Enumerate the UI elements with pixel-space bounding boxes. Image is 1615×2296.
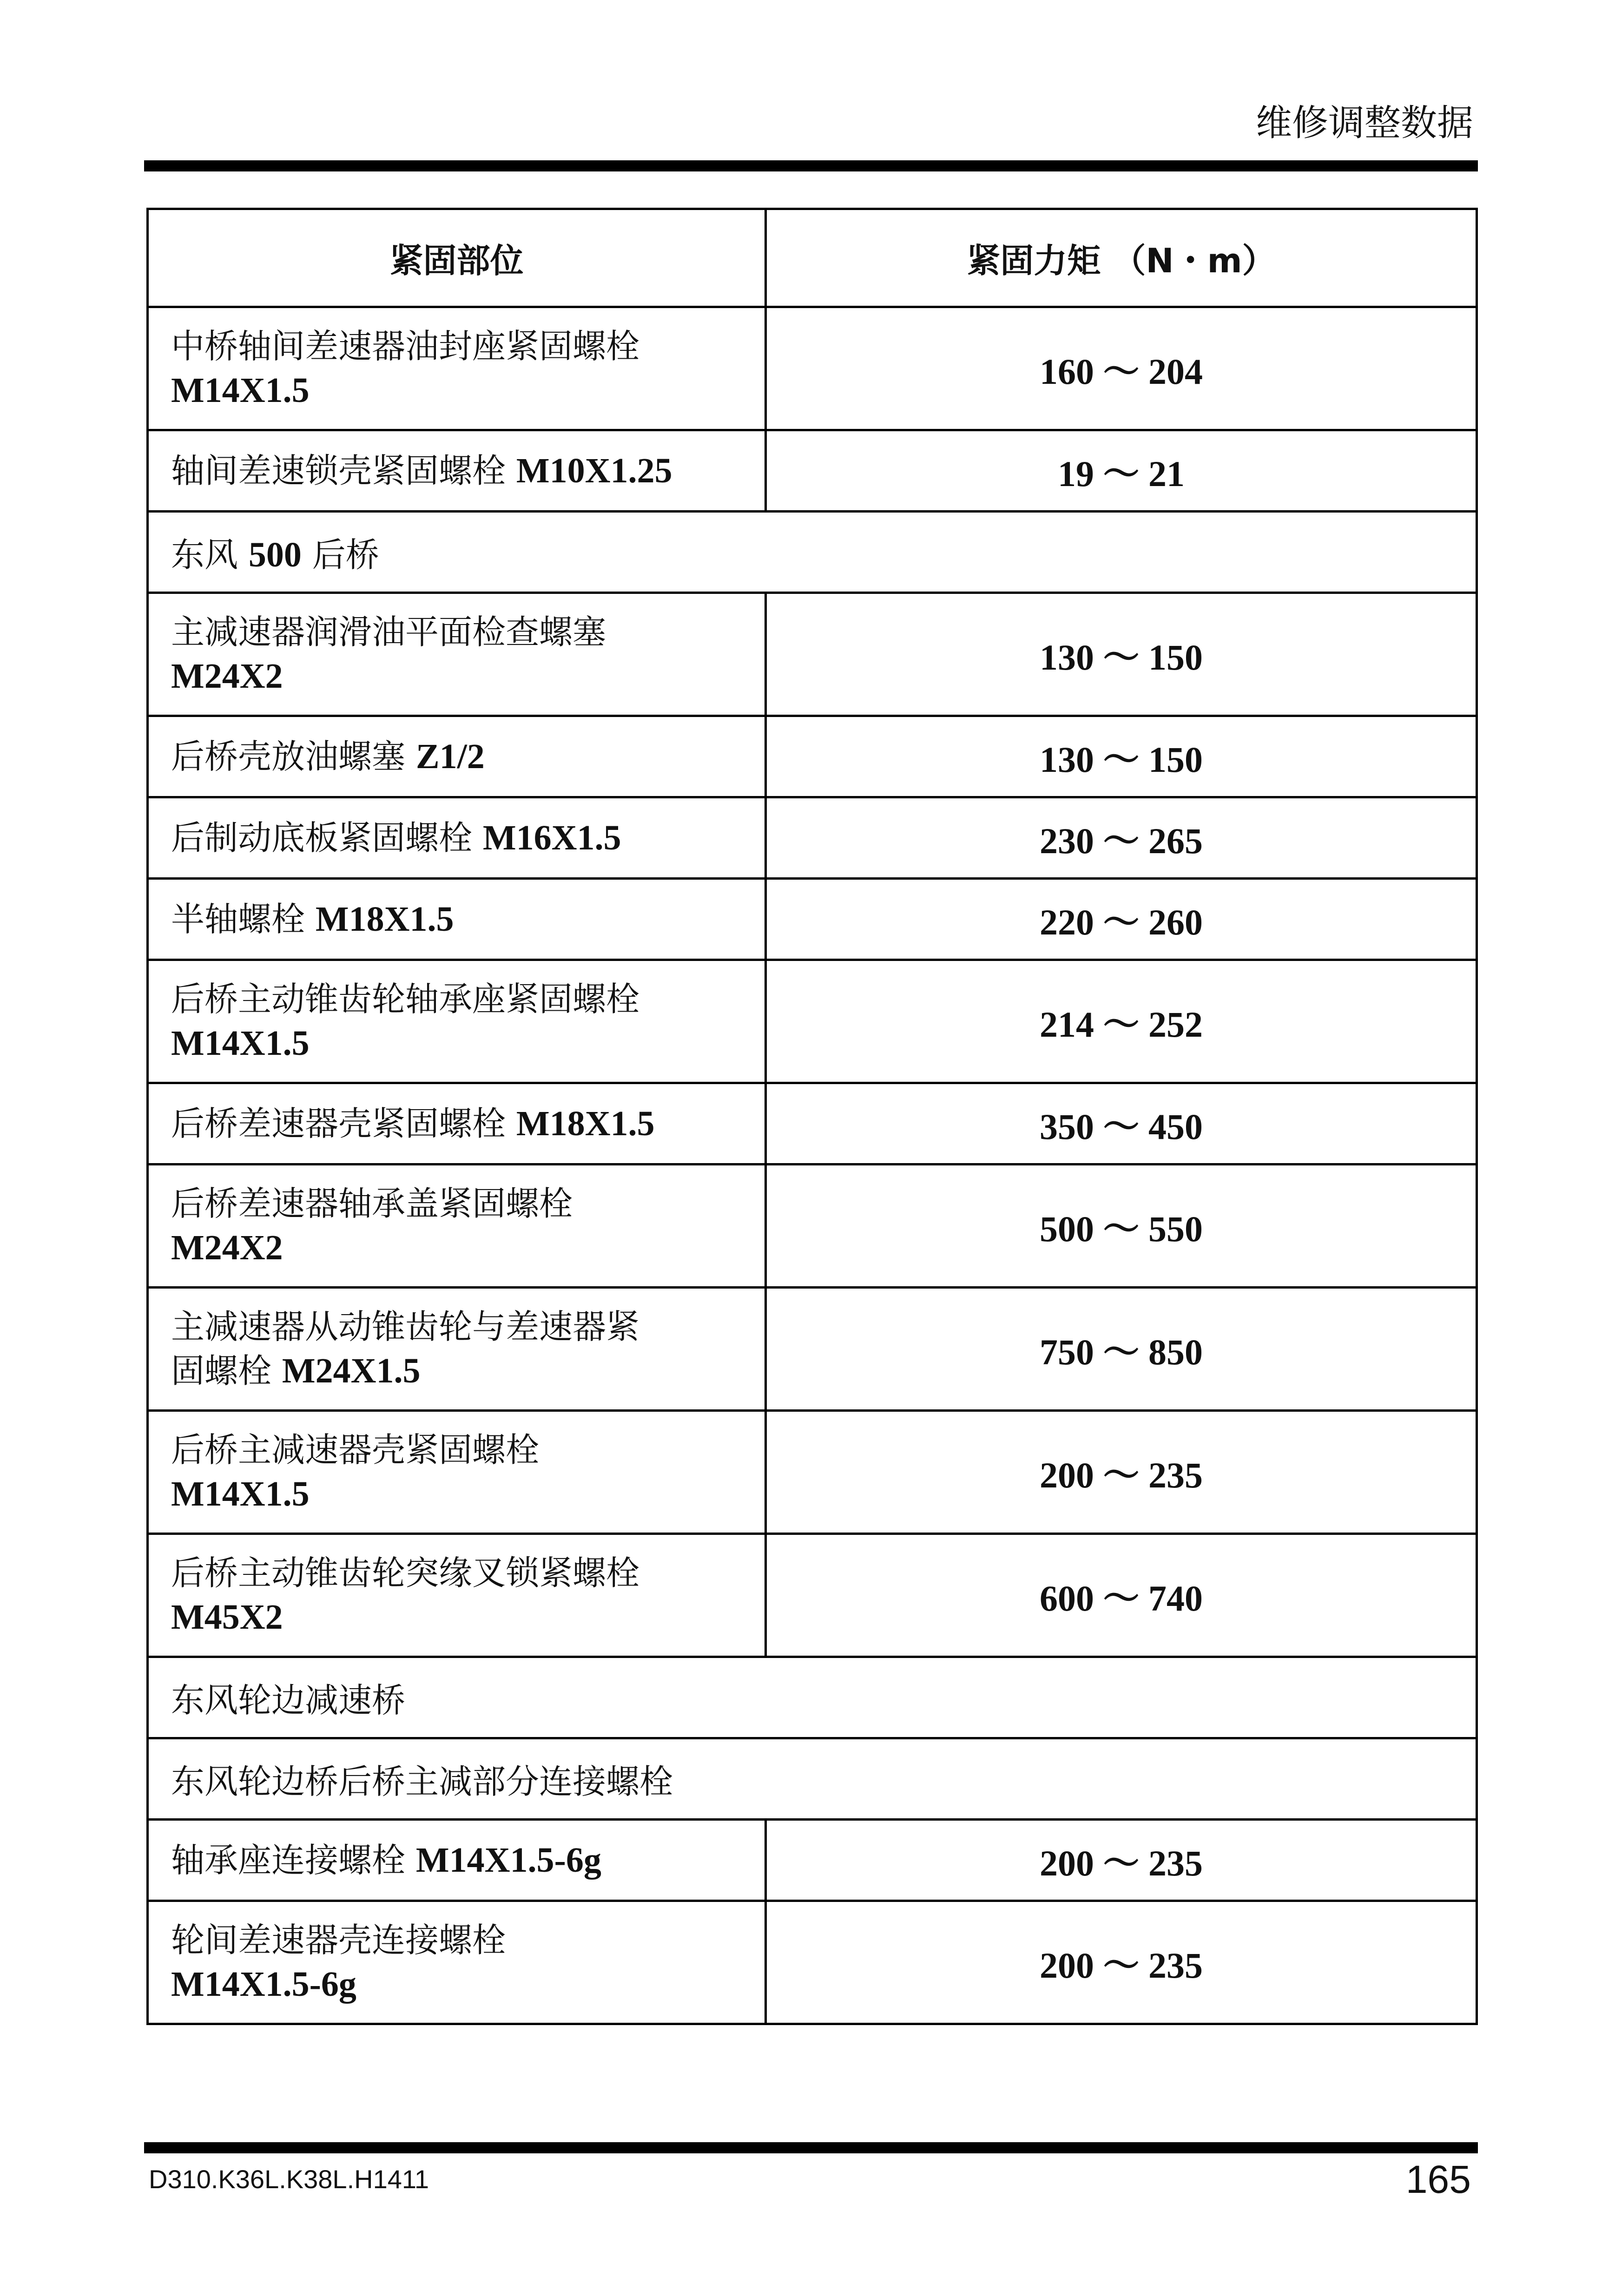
table-row xyxy=(148,307,1477,430)
table-row xyxy=(148,1820,1477,1901)
column-header-part: 紧固部位 xyxy=(148,209,766,307)
page-header-title: 维修调整数据 xyxy=(1255,102,1473,144)
document-code: D310.K36L.K38L.H1411 xyxy=(149,2164,429,2194)
part-cell: 中桥轴间差速器油封座紧固螺栓 M14X1.5 xyxy=(148,307,766,430)
table-row xyxy=(148,1901,1477,2024)
torque-cell: 750 ～ 850 xyxy=(766,1288,1477,1411)
part-cell: 后桥主减速器壳紧固螺栓 M14X1.5 xyxy=(148,1411,766,1534)
section-heading: 东风 500 后桥 xyxy=(148,512,1477,593)
part-cell: 后桥差速器壳紧固螺栓 M18X1.5 xyxy=(148,1083,766,1164)
section-heading: 东风轮边减速桥 xyxy=(148,1657,1477,1738)
footer-rule xyxy=(144,2142,1478,2153)
part-cell: 后桥壳放油螺塞 Z1/2 xyxy=(148,716,766,797)
torque-cell: 130 ～ 150 xyxy=(766,716,1477,797)
table-row xyxy=(148,960,1477,1083)
table-row xyxy=(148,879,1477,960)
torque-cell: 220 ～ 260 xyxy=(766,879,1477,960)
section-row xyxy=(148,512,1477,593)
torque-cell: 200 ～ 235 xyxy=(766,1411,1477,1534)
part-cell: 轴承座连接螺栓 M14X1.5-6g xyxy=(148,1820,766,1901)
header-rule xyxy=(144,160,1478,171)
torque-cell: 160 ～ 204 xyxy=(766,307,1477,430)
part-cell: 轴间差速锁壳紧固螺栓 M10X1.25 xyxy=(148,430,766,512)
torque-cell: 19 ～ 21 xyxy=(766,430,1477,512)
table-header-row xyxy=(148,209,1477,307)
torque-cell: 200 ～ 235 xyxy=(766,1820,1477,1901)
table-row xyxy=(148,797,1477,879)
table-row xyxy=(148,1411,1477,1534)
table-row xyxy=(148,1288,1477,1411)
table-row xyxy=(148,593,1477,716)
part-cell: 后桥主动锥齿轮突缘叉锁紧螺栓 M45X2 xyxy=(148,1534,766,1657)
part-cell: 后桥差速器轴承盖紧固螺栓 M24X2 xyxy=(148,1164,766,1288)
torque-cell: 200 ～ 235 xyxy=(766,1901,1477,2024)
section-heading: 东风轮边桥后桥主减部分连接螺栓 xyxy=(148,1738,1477,1820)
part-cell: 轮间差速器壳连接螺栓 M14X1.5-6g xyxy=(148,1901,766,2024)
torque-cell: 214 ～ 252 xyxy=(766,960,1477,1083)
table-row xyxy=(148,430,1477,512)
table-row xyxy=(148,1534,1477,1657)
torque-cell: 500 ～ 550 xyxy=(766,1164,1477,1288)
table-row xyxy=(148,1083,1477,1164)
part-cell: 主减速器润滑油平面检查螺塞 M24X2 xyxy=(148,593,766,716)
page-number: 165 xyxy=(1405,2158,1471,2201)
part-cell: 后制动底板紧固螺栓 M16X1.5 xyxy=(148,797,766,879)
part-cell: 后桥主动锥齿轮轴承座紧固螺栓 M14X1.5 xyxy=(148,960,766,1083)
torque-table xyxy=(146,208,1478,2025)
table-row xyxy=(148,1164,1477,1288)
torque-cell: 600 ～ 740 xyxy=(766,1534,1477,1657)
column-header-torque: 紧固力矩 （N・m） xyxy=(766,209,1477,307)
table-row xyxy=(148,716,1477,797)
torque-cell: 130 ～ 150 xyxy=(766,593,1477,716)
torque-cell: 230 ～ 265 xyxy=(766,797,1477,879)
part-cell: 半轴螺栓 M18X1.5 xyxy=(148,879,766,960)
section-row xyxy=(148,1657,1477,1738)
section-row xyxy=(148,1738,1477,1820)
part-cell: 主减速器从动锥齿轮与差速器紧 固螺栓 M24X1.5 xyxy=(148,1288,766,1411)
torque-cell: 350 ～ 450 xyxy=(766,1083,1477,1164)
